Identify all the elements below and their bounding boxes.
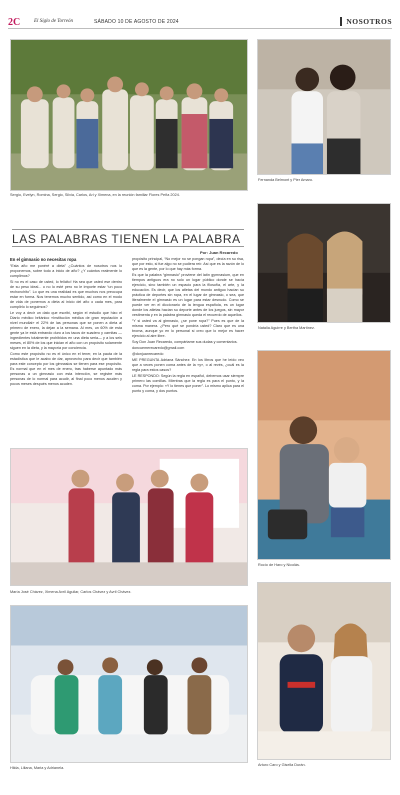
article-paragraph: Si no es el caso de usted, lo felicito! Ha sea que usted ese dentro de su peso ideal... o no lo esté pero no le importe estar “un poco rechonchito”. Lo que es una realidad es que muchos nos preocupa estar en forma. Nos tenemos mucho sentido, así como en el modo de vida de ponernos a dieta al inicio del año o cada mes, para cumplirlo lo seguimos? — [10, 280, 122, 309]
page-number: 2C — [8, 17, 21, 28]
caption-chavez-family: María José Chávez, Ximena Avril Aguilar, Carlos Chávez y Avril Chávez. — [10, 590, 132, 594]
issue-date: SÁBADO 10 DE AGOSTO DE 2024 — [94, 19, 179, 25]
section-name: NOSOTROS — [340, 17, 392, 26]
photo-fernanda-pier — [257, 39, 391, 175]
photo-natalia-bertha — [257, 203, 391, 323]
photo-arturo-gisella — [257, 582, 391, 760]
article-paragraph: ME PREGUNTA Adriana Sánchez: En los libros que he leído veo que a veces ponen coma antes de la «y», o al revés, ¿cuál es la regla para estos casos? — [132, 358, 244, 372]
article-paragraph: “Y si usted va al gimnasio, ¿se pone ropa?” Pues es que de la misma manera. ¿Pero qué se pondría usted? Claro que es una broma, aunque yo en lo personal sí creo que lo mejor es hacer ejercicio al aire libre. — [132, 319, 244, 338]
article-handle: @donjuanrecaredo — [132, 352, 164, 356]
caption-family-reunion: Sergio, Evelyn, Romina, Sergio, Silvia, Carlos, Ari y Ximena, en la reunión familiar Flores Peña 2024. — [10, 193, 180, 197]
article-paragraph: propósito principal, “No mejor no se pongan ropa”, decía en su risa, que por esto, si fue algo no se pudiera reír. Así que es la razón de lo que es la gente, por lo que hay más forma. — [132, 257, 244, 271]
article-paragraph: Como este propósito no es el único en el tener, en la pauta de la estadística que le acabo de dar, aprovecho para decir que también para este concepto por los gimnasios se tienen para ese propósito. Es normal que en el mes de enero, tras haberse apuntado más personas a un gimnasio con esta intención, se registre más personas de lo normal para acudir, al final poco menos acuden y pocos meses después menos acuden. — [10, 352, 122, 386]
article-email: doncuemerecaredo@gmail.com — [132, 346, 185, 350]
page-header — [8, 17, 392, 29]
caption-arturo-gisella: Arturo Caro y Gisella Durán. — [258, 763, 306, 767]
article-column-right — [132, 257, 244, 395]
article-column-left — [10, 257, 122, 388]
photo-rocio-nicolas — [257, 350, 391, 560]
masthead: El Siglo de Torreón — [34, 19, 73, 24]
article-paragraph: Es que la palabra “gimnasio” proviene del latín gymnasium, que en tiempos antiguos era no solo un lugar público donde se hacía ejercicio, sino también un espacio para la filosofía, el arte, y la educación. Es decir, que los atletas del mundo antiguo hacían su práctica de deportes sin ropa, en el lugar de gimnasio, o sea, que literalmente el gimnasio es un lugar para estar desnudo. Como se puede ver en el diccionario de la lengua española, es un lugar donde los atletas hacían su deporte antes de los juegos, sin mayor vestimenta y en la palabra gimnasio queda el recuerdo de aquellos. — [132, 273, 244, 317]
article-subheading: En el gimnasio no necesitas ropa — [10, 257, 77, 262]
photo-family-reunion — [10, 39, 248, 191]
article-paragraph: “Esta año me ponéré a dieta” ¿Cuántos de nosotros nos lo proponemos, sobre todo a inicio de año? ¿Y cuántos realmente lo cumplimos? — [10, 264, 122, 278]
article-paragraph: LE RESPONDO: Según la regla en español, debemos usar siempre primero las comillas. Mientras que la regla es para el punto, y la coma. Por ejemplo: «Y lo tienes que poner”. Lo mismo aplica para el punto y coma, y dos puntos. — [132, 374, 244, 393]
caption-natalia-bertha: Natalia Aguirre y Bertha Martínez. — [258, 326, 315, 330]
article-byline: Por: Juan Recaredo — [200, 250, 238, 255]
article-paragraph: Le voy a decir un dato que escribí, según el estudio que hizo el Diario médico británico «Institución médica de gran reputación a nivel mundial» el 22% de las personas que se ponen a dieta al primero de enero, la dejan a la semana. Al mes, un 60% de esta gente ya le está entrando duro a los tacos de suadero y carnitas —ingredientes totalmente prohibidos en una dieta seria— y a los seis meses, el 80% de los que inician el año con un propósito solamente siguen en la dieta, y la mayoría por conciencia. — [10, 311, 122, 350]
headline-bar — [12, 229, 244, 247]
photo-chavez-family — [10, 448, 248, 586]
caption-rocio-nicolas: Rocío de Haro y Nicolás. — [258, 563, 300, 567]
caption-fernanda-pier: Fernanda Belmont y Pier Amaro. — [258, 178, 314, 182]
caption-hilda-group: Hilda, Liliana, Maria y Adrianela. — [10, 766, 65, 770]
photo-hilda-group — [10, 605, 248, 763]
article-headline: LAS PALABRAS TIENEN LA PALABRA — [12, 232, 241, 246]
article-paragraph: Soy Don Juan Recaredo, compártame sus dudas y comentarios. — [132, 340, 238, 344]
